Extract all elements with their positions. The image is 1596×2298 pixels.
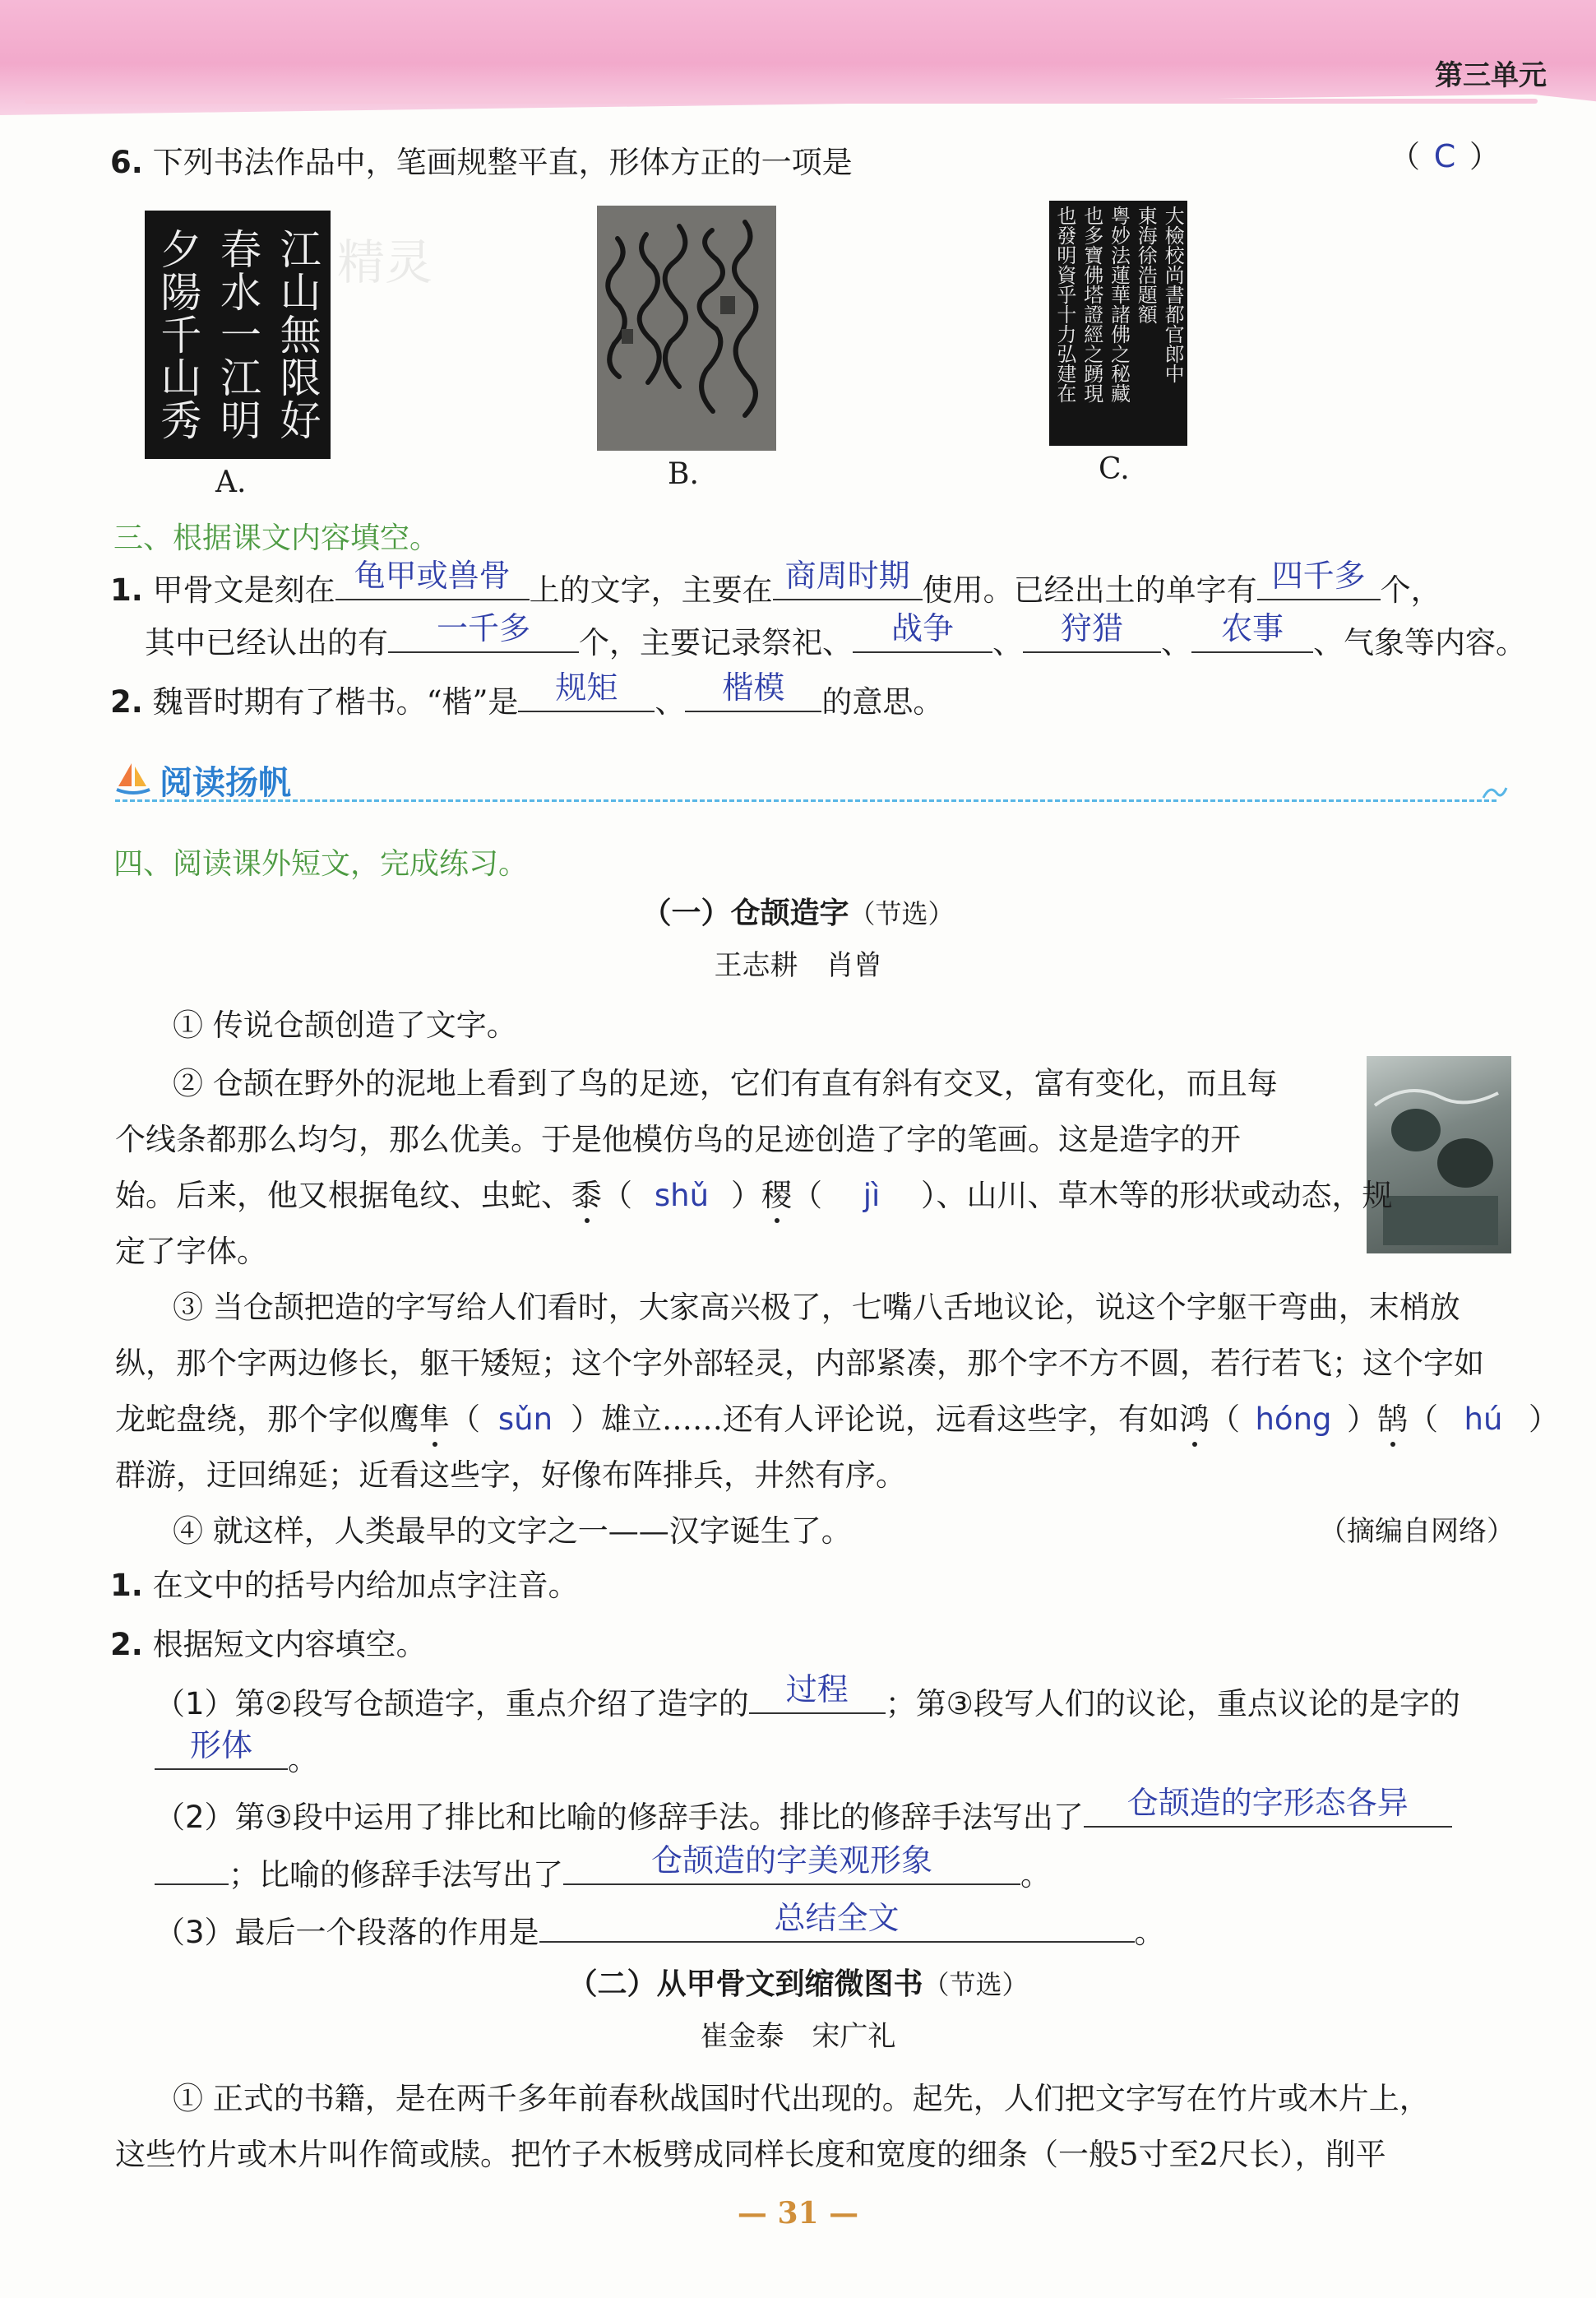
reading-question-2 <box>110 1627 427 1663</box>
blank-answer: 狩猎 <box>1060 610 1123 646</box>
text: 始。后来，他又根据龟纹、虫蛇、 <box>115 1178 571 1213</box>
fill-question-1-line1 <box>110 558 1441 609</box>
text: 、山川、草木等的形状或动态，规 <box>936 1178 1393 1213</box>
blank-answer: 战争 <box>891 610 954 646</box>
blank-answer: 龟甲或兽骨 <box>354 558 511 594</box>
text: 魏晋时期有了楷书。“楷”是 <box>152 684 519 720</box>
section-4-heading: 四、阅读课外短文，完成练习。 <box>113 847 529 881</box>
passage-2-author: 崔金泰 宋广礼 <box>700 2020 896 2053</box>
passage-1-source: （摘编自网络） <box>1319 1515 1515 1548</box>
pinyin-answer: hú <box>1464 1402 1503 1437</box>
calligraphy-image-a <box>145 211 331 459</box>
sail-icon <box>113 758 153 798</box>
pinyin-answer: shǔ <box>654 1178 710 1213</box>
blank-answer: 农事 <box>1220 610 1284 646</box>
cursive-strokes <box>597 206 776 451</box>
answer-bracket <box>1390 138 1500 175</box>
text: 、 <box>992 625 1023 660</box>
question-number: 2. <box>110 684 143 720</box>
text: 甲骨文是刻在 <box>152 572 335 608</box>
dotted-char: 稷 <box>761 1178 792 1213</box>
pinyin-answer: jì <box>863 1178 881 1213</box>
text: 其中已经认出的有 <box>145 625 388 660</box>
line: 个线条都那么均匀，那么优美。于是他模仿鸟的足迹创造了字的笔画。这是造字的开 <box>115 1122 1241 1157</box>
passage-2-title <box>0 1961 1596 2003</box>
text: 。 <box>1134 1915 1165 1950</box>
option-c-label: C. <box>1099 452 1130 486</box>
blank-answer: 过程 <box>785 1671 849 1707</box>
watermark: 精灵 <box>337 234 433 290</box>
question-number: 6. <box>110 145 143 180</box>
bracket-close: ） <box>1469 139 1500 174</box>
blank-reading-4[interactable] <box>563 1842 1020 1885</box>
blank-answer: 楷模 <box>722 669 785 706</box>
pinyin-answer: sǔn <box>497 1402 553 1437</box>
question-number: 1. <box>110 1568 143 1603</box>
blank-4[interactable] <box>388 610 579 653</box>
question-text: 根据短文内容填空。 <box>152 1627 427 1662</box>
page-number: — 31 — <box>737 2196 859 2231</box>
calligraphy-image-b <box>597 206 776 451</box>
option-a-label: A. <box>215 466 247 499</box>
calligraphy-image-c <box>1049 201 1187 446</box>
blank-8[interactable] <box>518 669 655 712</box>
blank-reading-5[interactable] <box>539 1900 1135 1943</box>
blank-answer: 形体 <box>189 1727 252 1763</box>
blank-reading-1[interactable] <box>749 1671 886 1714</box>
line: 群游，迂回绵延；近看这些字，好像布阵排兵，井然有序。 <box>115 1457 906 1493</box>
text: 上的文字，主要在 <box>529 572 773 608</box>
blank-answer: 总结全文 <box>774 1900 900 1936</box>
passage-2-para-1-cont: 这些竹片或木片叫作简或牍。把竹子木板劈成同样长度和宽度的细条（一般5寸至2尺长），削平 <box>115 2137 1386 2172</box>
dotted-char: 黍 <box>571 1178 602 1213</box>
header-banner <box>0 0 1596 115</box>
title-text: （一）仓颉造字 <box>641 896 849 930</box>
dotted-char: 鸿 <box>1179 1402 1210 1437</box>
question-text: 在文中的括号内给加点字注音。 <box>152 1568 579 1603</box>
blank-answer: 规矩 <box>555 669 618 706</box>
passage-1-para-2 <box>173 1056 1278 1112</box>
text: ；第③段写人们的议论，重点议论的是字的 <box>885 1686 1460 1721</box>
blank-answer: 仓颉造的字形态各异 <box>1126 1785 1409 1821</box>
text: 的意思。 <box>821 684 944 720</box>
calligraphy-a-col1: 江山無限好 <box>273 228 322 442</box>
passage-1-para-2-cont <box>115 1112 1393 1280</box>
question-6 <box>110 145 853 181</box>
reading-q2-sub1-line2 <box>155 1727 318 1778</box>
line-with-pinyin: 始。后来，他又根据龟纹、虫蛇、黍（ shǔ ）稷（ jì ）、山川、草木等的形状或动态，规 <box>115 1168 1393 1224</box>
text: ；比喻的修辞手法写出了 <box>229 1857 563 1893</box>
pinyin-answer: hóng <box>1255 1402 1332 1437</box>
text: 。 <box>288 1742 318 1777</box>
text: 个，主要记录祭祀、 <box>579 625 853 660</box>
text: （1）第②段写仓颉造字，重点介绍了造字的 <box>155 1686 749 1721</box>
reading-q2-sub3 <box>155 1900 1165 1951</box>
line: ③ 当仓颉把造的字写给人们看时，大家高兴极了，七嘴八舌地议论，说这个字躯干弯曲，末梢放 <box>173 1290 1460 1325</box>
passage-2-para-1: ① 正式的书籍，是在两千多年前春秋战国时代出现的。起先，人们把文字写在竹片或木片上， <box>173 2081 1430 2116</box>
calligraphy-a-col2: 春水一江明 <box>213 228 261 442</box>
passage-1-para-3 <box>173 1280 1460 1336</box>
calligraphy-c-col5: 也發明資乎十力弘建在 <box>1052 206 1076 403</box>
reading-q2-sub2-line1 <box>155 1785 1452 1836</box>
text: 。 <box>1020 1857 1051 1893</box>
text: 、 <box>655 684 686 720</box>
line: 定了字体。 <box>115 1234 267 1269</box>
line: ② 仓颉在野外的泥地上看到了鸟的足迹，它们有直有斜有交叉，富有变化，而且每 <box>173 1066 1278 1101</box>
unit-label: 第三单元 <box>1435 59 1547 92</box>
question-number: 1. <box>110 572 143 608</box>
blank-1[interactable] <box>335 558 530 600</box>
text: 个， <box>1380 572 1441 608</box>
calligraphy-a-col3: 夕陽千山秀 <box>154 228 202 442</box>
passage-1-title <box>0 890 1596 932</box>
passage-1-author: 王志耕 肖曾 <box>714 949 882 982</box>
title-text: （二）从甲骨文到缩微图书 <box>567 1967 923 2001</box>
blank-answer: 一千多 <box>436 610 530 646</box>
question-text: 下列书法作品中，笔画规整平直，形体方正的一项是 <box>152 145 853 180</box>
reading-q2-sub2-line2 <box>155 1842 1051 1893</box>
text: 使用。已经出土的单字有 <box>922 572 1257 608</box>
text: 龙蛇盘绕，那个字似鹰 <box>115 1402 419 1437</box>
reading-q2-sub1-line1 <box>155 1671 1460 1722</box>
section-3-heading: 三、根据课文内容填空。 <box>113 521 440 555</box>
text: 雄立……还有人评论说，远看这些字，有如 <box>601 1402 1179 1437</box>
blank-answer: 商周时期 <box>784 558 910 594</box>
calligraphy-c-col2: 東海徐浩題額 <box>1134 206 1158 324</box>
line-with-pinyin: 龙蛇盘绕，那个字似鹰隼（ sǔn ）雄立……还有人评论说，远看这些字，有如鸿（ hóng ）鹄（ hú ） <box>115 1392 1559 1448</box>
passage-1-para-1: ① 传说仓颉创造了文字。 <box>173 1008 517 1043</box>
calligraphy-c-col1: 大檢校尚書都官郎中 <box>1161 206 1185 383</box>
question-number: 2. <box>110 1627 143 1662</box>
blank-3[interactable] <box>1257 558 1381 600</box>
blank-reading-3[interactable] <box>1084 1785 1452 1828</box>
choice-answer: C <box>1433 138 1456 174</box>
blank-6[interactable] <box>1023 610 1161 653</box>
blank-reading-2[interactable] <box>155 1727 288 1770</box>
blank-7[interactable] <box>1191 610 1313 653</box>
option-b-label: B. <box>668 457 699 491</box>
reading-section-title: 阅读扬帆 <box>160 764 291 802</box>
blank-answer: 四千多 <box>1271 558 1366 594</box>
reading-divider <box>115 799 1497 802</box>
bracket-open: （ <box>1390 139 1420 174</box>
reading-question-1 <box>110 1568 579 1604</box>
passage-1-para-3-cont <box>115 1336 1559 1503</box>
blank-2[interactable] <box>773 558 923 600</box>
text: （3）最后一个段落的作用是 <box>155 1915 539 1950</box>
blank-answer: 仓颉造的字美观形象 <box>650 1842 932 1879</box>
text: 、 <box>1161 625 1191 660</box>
calligraphy-c-col4: 也多寶佛塔證經之踴現 <box>1080 206 1103 403</box>
title-note: （节选） <box>849 898 955 929</box>
dotted-char: 鹄 <box>1377 1402 1408 1437</box>
blank-9[interactable] <box>685 669 821 712</box>
blank-reading-3-cont[interactable] <box>155 1851 229 1885</box>
text: （2）第③段中运用了排比和比喻的修辞手法。排比的修辞手法写出了 <box>155 1800 1084 1835</box>
title-note: （节选） <box>923 1969 1029 2000</box>
wave-icon <box>1480 776 1510 806</box>
blank-5[interactable] <box>853 610 992 653</box>
calligraphy-c-col3: 粤妙法蓮華諸佛之秘藏 <box>1107 206 1131 403</box>
text: 、气象等内容。 <box>1313 625 1526 660</box>
passage-1-para-4: ④ 就这样，人类最早的文字之一——汉字诞生了。 <box>173 1513 852 1549</box>
header-divider <box>25 99 1538 104</box>
line: 纵，那个字两边修长，躯干矮短；这个字外部轻灵，内部紧凑，那个字不方不圆，若行若飞；这个字如 <box>115 1346 1484 1381</box>
fill-question-2 <box>110 669 944 720</box>
fill-question-1-line2 <box>145 610 1526 661</box>
dotted-char: 隼 <box>419 1402 450 1437</box>
